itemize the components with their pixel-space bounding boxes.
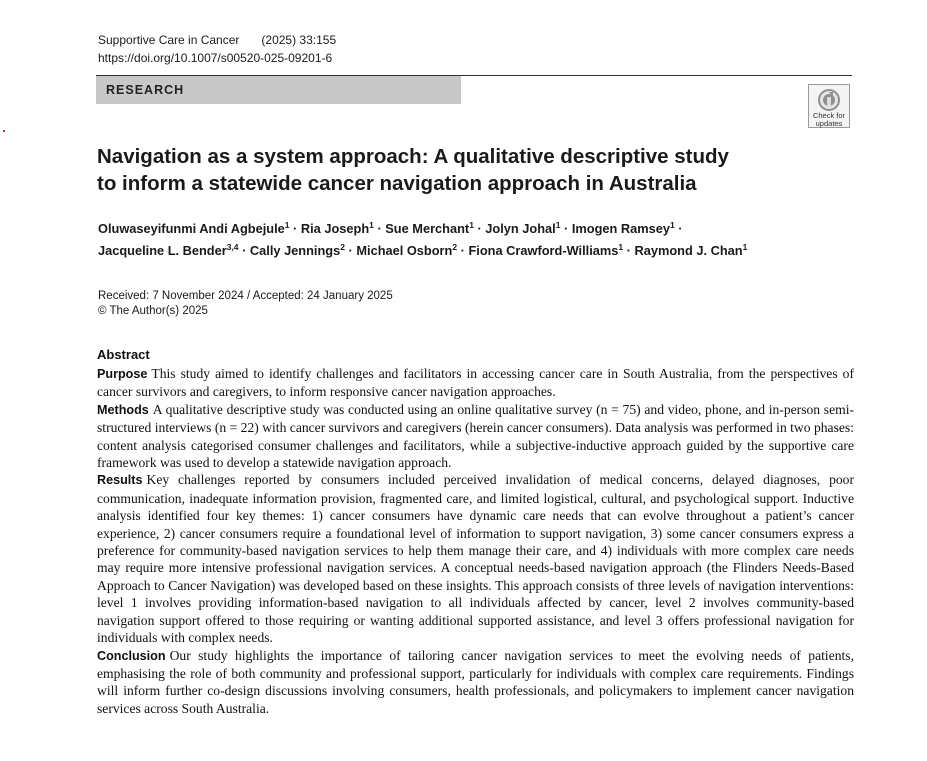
- abstract-label: Results: [97, 473, 143, 488]
- author-affiliation: 1: [555, 220, 561, 230]
- abstract-heading: Abstract: [97, 347, 150, 362]
- author-name[interactable]: Oluwaseyifunmi Andi Agbejule: [98, 221, 285, 236]
- journal-name: Supportive Care in Cancer: [98, 33, 240, 47]
- abstract-label: Conclusion: [97, 648, 166, 663]
- title-line-1: Navigation as a system approach: A qualitative descriptive study: [97, 145, 729, 168]
- author-name[interactable]: Raymond J. Chan: [634, 243, 743, 258]
- article-title: [97, 143, 797, 197]
- author-affiliation: 1: [469, 220, 474, 230]
- abstract-results: [97, 471, 854, 646]
- author-separator: ·: [289, 221, 301, 236]
- author-affiliation: 3,4: [226, 242, 239, 252]
- doi-link[interactable]: https://doi.org/10.1007/s00520-025-09201-6: [98, 51, 333, 65]
- author-name[interactable]: Ria Joseph: [300, 221, 370, 236]
- author-affiliation: 1: [284, 220, 290, 230]
- author-affiliation: 2: [452, 242, 458, 252]
- author-name[interactable]: Cally Jennings: [249, 243, 341, 258]
- author-name[interactable]: Jacqueline L. Bender: [98, 243, 227, 258]
- author-list: [98, 218, 858, 262]
- author-name[interactable]: Sue Merchant: [385, 221, 470, 236]
- author-separator: ·: [560, 221, 572, 236]
- abstract-methods: [97, 401, 854, 472]
- margin-mark: [3, 130, 5, 132]
- copyright-notice: © The Author(s) 2025: [98, 304, 208, 317]
- abstract-text: Our study highlights the importance of tailoring cancer navigation services to meet the evolving needs of patients, emphasising the role of both community and professional support, particularly for individuals with complex care requirements. Findings will inform further co-design discussions involving consumers, health professionals, and policymakers to implement cancer navigation services across South Australia.: [97, 647, 854, 716]
- author-affiliation: 1: [669, 220, 675, 230]
- author-separator: ·: [373, 221, 386, 236]
- author-separator: ·: [623, 243, 635, 258]
- check-updates-line1: Check for: [812, 111, 846, 120]
- article-type-banner: RESEARCH: [96, 76, 461, 104]
- author-separator: ·: [238, 243, 250, 258]
- author-affiliation: 2: [340, 242, 345, 252]
- author-separator: ·: [473, 221, 486, 236]
- author-name[interactable]: Imogen Ramsey: [571, 221, 670, 236]
- author-affiliation: 1: [369, 220, 374, 230]
- author-affiliation: 1: [618, 242, 624, 252]
- crossmark-icon: [817, 88, 841, 112]
- author-name[interactable]: Jolyn Johal: [485, 221, 556, 236]
- abstract-text: This study aimed to identify challenges and facilitators in accessing cancer care in South Australia, from the perspectives of cancer survivors and caregivers, to inform responsive cancer navigation approaches.: [97, 366, 854, 400]
- author-name[interactable]: Fiona Crawford-Williams: [468, 243, 619, 258]
- author-affiliation: 1: [742, 242, 748, 252]
- abstract-text: A qualitative descriptive study was conducted using an online qualitative survey (n = 75) and video, phone, and in-person semi-structured interviews (n = 22) with cancer survivors and caregivers (herein cancer consumers). Data analysis was performed in two phases: content analysis categorised consumer challenges and facilitators, while a subjective-inductive approach guided by the supportive care framework was used to develop a statewide navigation approach.: [97, 401, 854, 471]
- author-separator: ·: [674, 221, 683, 236]
- check-for-updates-badge[interactable]: [808, 84, 850, 128]
- abstract: [97, 347, 854, 717]
- abstract-label: Purpose: [97, 367, 148, 381]
- abstract-conclusion: [97, 647, 854, 718]
- abstract-text: Key challenges reported by consumers included perceived invalidation of medical concerns, delayed diagnoses, poor communication, inadequate information provision, fragmented care, and limited logistical, cultural, and psychological support. Inductive analysis identified four key themes: 1) cancer consumers have dynamic care needs that can evolve throughout a patient’s cancer experience, 2) cancer consumers require a foundational level of information to support navigation, 3) some cancer consumers express a preference for community-based navigation services to help them manage their care, and 4) individuals with more complex care needs may require more intensive professional navigation services. A conceptual needs-based navigation approach (the Flinders Needs-Based Approach to Cancer Navigation) was developed based on these insights. This approach consists of three levels of navigation interventions: level 1 involves providing information-based navigation to all individuals affected by cancer, level 2 involves community-based navigation support offered to those requiring or wanting additional supported assistance, and level 3 offers professional navigation for individuals with complex needs.: [97, 472, 854, 646]
- author-name[interactable]: Michael Osborn: [356, 243, 453, 258]
- journal-citation: [98, 33, 336, 47]
- abstract-label: Methods: [97, 402, 149, 417]
- abstract-purpose: [97, 365, 854, 401]
- check-updates-line2: updates: [815, 119, 843, 128]
- journal-volume: (2025) 33:155: [261, 33, 337, 47]
- author-separator: ·: [457, 243, 469, 258]
- title-line-2: to inform a statewide cancer navigation approach in Australia: [97, 172, 697, 195]
- received-accepted-dates: Received: 7 November 2024 / Accepted: 24 January 2025: [98, 290, 393, 302]
- author-separator: ·: [344, 243, 357, 258]
- article-dates: [98, 289, 393, 318]
